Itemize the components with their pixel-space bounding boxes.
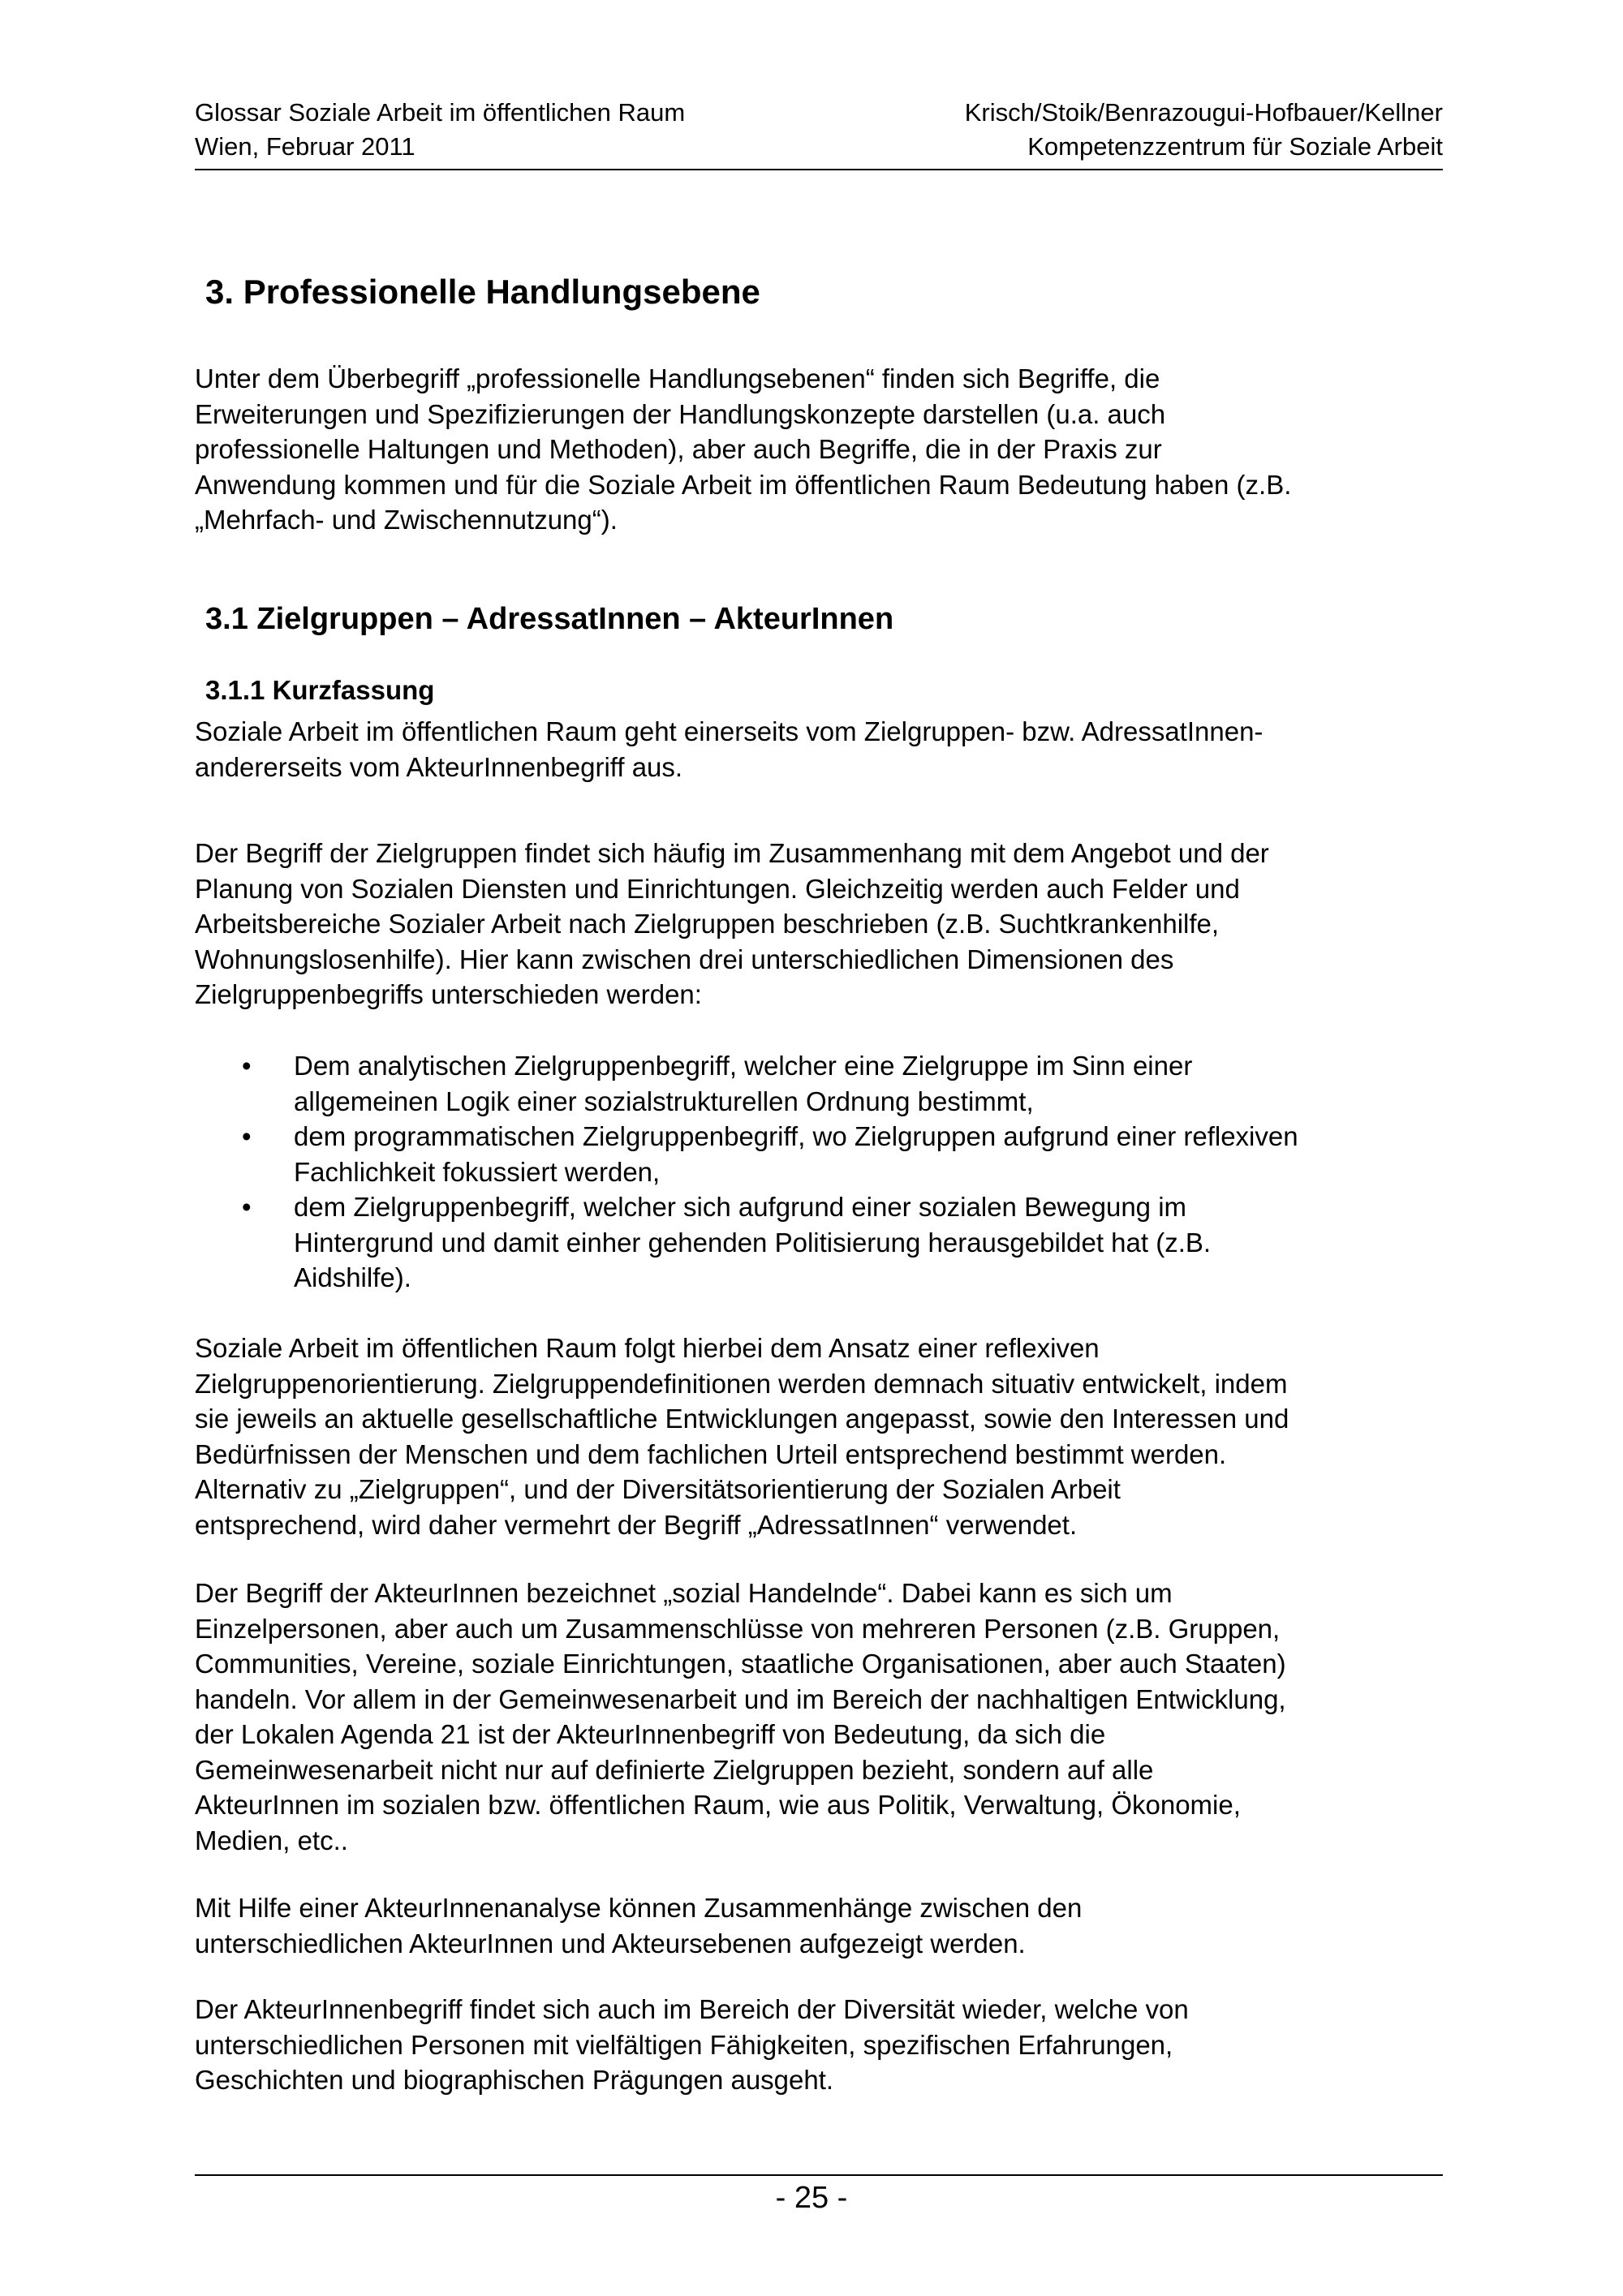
text-line: „Mehrfach- und Zwischennutzung“). bbox=[195, 505, 618, 535]
paragraph-6 bbox=[195, 1992, 1189, 2098]
paragraph-3 bbox=[195, 1331, 1289, 1542]
text-line: unterschiedlichen Personen mit vielfältigen Fähigkeiten, spezifischen Erfahrungen, bbox=[195, 2029, 1173, 2060]
text-line: Arbeitsbereiche Sozialer Arbeit nach Zielgruppen beschrieben (z.B. Suchtkrankenhilfe, bbox=[195, 909, 1220, 939]
header-authors: Krisch/Stoik/Benrazougui-Hofbauer/Kellner bbox=[964, 98, 1443, 127]
text-line: Zielgruppenorientierung. Zielgruppendefinitionen werden demnach situativ entwickelt, indem bbox=[195, 1368, 1288, 1399]
bullet-icon: • bbox=[242, 1051, 252, 1081]
list-item bbox=[195, 1119, 1298, 1189]
text-line: entsprechend, wird daher vermehrt der Begriff „AdressatInnen“ verwendet. bbox=[195, 1509, 1078, 1540]
text-line: Der Begriff der Zielgruppen findet sich häufig im Zusammenhang mit dem Angebot und der bbox=[195, 838, 1269, 868]
paragraph-1 bbox=[195, 714, 1263, 785]
section-heading: 3. Professionelle Handlungsebene bbox=[205, 273, 760, 311]
text-line: Unter dem Überbegriff „professionelle Handlungsebenen“ finden sich Begriffe, die bbox=[195, 363, 1160, 393]
paragraph-5 bbox=[195, 1890, 1082, 1961]
list-item bbox=[195, 1048, 1298, 1119]
text-line: Planung von Sozialen Diensten und Einrichtungen. Gleichzeitig werden auch Felder und bbox=[195, 873, 1240, 904]
text-line: Fachlichkeit fokussiert werden, bbox=[294, 1156, 661, 1187]
bullet-icon: • bbox=[242, 1121, 252, 1151]
subsection-heading: 3.1 Zielgruppen – AdressatInnen – AkteurInnen bbox=[205, 602, 894, 636]
text-line: sie jeweils an aktuelle gesellschaftliche Entwicklungen angepasst, sowie den Interessen und bbox=[195, 1404, 1289, 1434]
paragraph-4 bbox=[195, 1576, 1286, 1858]
intro-paragraph bbox=[195, 361, 1291, 538]
text-line: Der AkteurInnenbegriff findet sich auch im Bereich der Diversität wieder, welche von bbox=[195, 1994, 1189, 2024]
text-line: Bedürfnissen der Menschen und dem fachlichen Urteil entsprechend bestimmt werden. bbox=[195, 1438, 1227, 1469]
page-number: - 25 - bbox=[775, 2181, 848, 2215]
text-line: Zielgruppenbegriffs unterschieden werden: bbox=[195, 979, 702, 1009]
text-line: Einzelpersonen, aber auch um Zusammenschlüsse von mehreren Personen (z.B. Gruppen, bbox=[195, 1613, 1281, 1644]
text-line: Soziale Arbeit im öffentlichen Raum geht einerseits vom Zielgruppen- bzw. AdressatInnen- bbox=[195, 716, 1264, 746]
text-line: Gemeinwesenarbeit nicht nur auf definierte Zielgruppen bezieht, sondern auf alle bbox=[195, 1754, 1154, 1785]
list-item bbox=[195, 1189, 1298, 1296]
text-line: Geschichten und biographischen Prägungen ausgeht. bbox=[195, 2065, 834, 2095]
text-line: handeln. Vor allem in der Gemeinwesenarbeit und im Bereich der nachhaltigen Entwicklung, bbox=[195, 1683, 1286, 1714]
text-line: der Lokalen Agenda 21 ist der AkteurInnenbegriff von Bedeutung, da sich die bbox=[195, 1719, 1106, 1749]
header-left bbox=[195, 96, 685, 164]
header-date: Wien, Februar 2011 bbox=[195, 132, 415, 161]
text-line: Wohnungslosenhilfe). Hier kann zwischen drei unterschiedlichen Dimensionen des bbox=[195, 944, 1174, 974]
text-line: dem programmatischen Zielgruppenbegriff, wo Zielgruppen aufgrund einer reflexiven bbox=[294, 1121, 1298, 1151]
text-line: allgemeinen Logik einer sozialstrukturellen Ordnung bestimmt, bbox=[294, 1086, 1034, 1116]
text-line: Erweiterungen und Spezifizierungen der Handlungskonzepte darstellen (u.a. auch bbox=[195, 398, 1166, 429]
text-line: Aidshilfe). bbox=[294, 1262, 411, 1292]
text-line: AkteurInnen im sozialen bzw. öffentlichen Raum, wie aus Politik, Verwaltung, Ökonomie, bbox=[195, 1790, 1241, 1820]
header-organization: Kompetenzzentrum für Soziale Arbeit bbox=[1027, 132, 1443, 161]
subsubsection-heading: 3.1.1 Kurzfassung bbox=[205, 675, 435, 705]
header-document-title: Glossar Soziale Arbeit im öffentlichen Raum bbox=[195, 98, 686, 127]
paragraph-2 bbox=[195, 836, 1269, 1013]
text-line: Medien, etc.. bbox=[195, 1825, 348, 1855]
text-line: Hintergrund und damit einher gehenden Politisierung herausgebildet hat (z.B. bbox=[294, 1227, 1212, 1258]
text-line: professionelle Haltungen und Methoden), aber auch Begriffe, die in der Praxis zur bbox=[195, 434, 1162, 464]
text-line: andererseits vom AkteurInnenbegriff aus. bbox=[195, 751, 683, 782]
page-header bbox=[195, 96, 1443, 170]
text-line: Der Begriff der AkteurInnen bezeichnet „sozial Handelnde“. Dabei kann es sich um bbox=[195, 1578, 1173, 1608]
text-line: Soziale Arbeit im öffentlichen Raum folgt hierbei dem Ansatz einer reflexiven bbox=[195, 1333, 1100, 1363]
text-line: unterschiedlichen AkteurInnen und Akteursebenen aufgezeigt werden. bbox=[195, 1928, 1026, 1958]
text-line: Dem analytischen Zielgruppenbegriff, welcher eine Zielgruppe im Sinn einer bbox=[294, 1051, 1193, 1081]
header-right bbox=[965, 96, 1443, 164]
footer-divider bbox=[195, 2174, 1443, 2176]
text-line: Communities, Vereine, soziale Einrichtungen, staatliche Organisationen, aber auch Staaten) bbox=[195, 1649, 1286, 1679]
text-line: dem Zielgruppenbegriff, welcher sich aufgrund einer sozialen Bewegung im bbox=[294, 1192, 1187, 1222]
bullet-icon: • bbox=[242, 1192, 252, 1222]
text-line: Alternativ zu „Zielgruppen“, und der Diversitätsorientierung der Sozialen Arbeit bbox=[195, 1474, 1121, 1504]
text-line: Anwendung kommen und für die Soziale Arbeit im öffentlichen Raum Bedeutung haben (z.B. bbox=[195, 469, 1292, 500]
text-line: Mit Hilfe einer AkteurInnenanalyse können Zusammenhänge zwischen den bbox=[195, 1893, 1083, 1923]
bullet-list bbox=[195, 1048, 1298, 1296]
